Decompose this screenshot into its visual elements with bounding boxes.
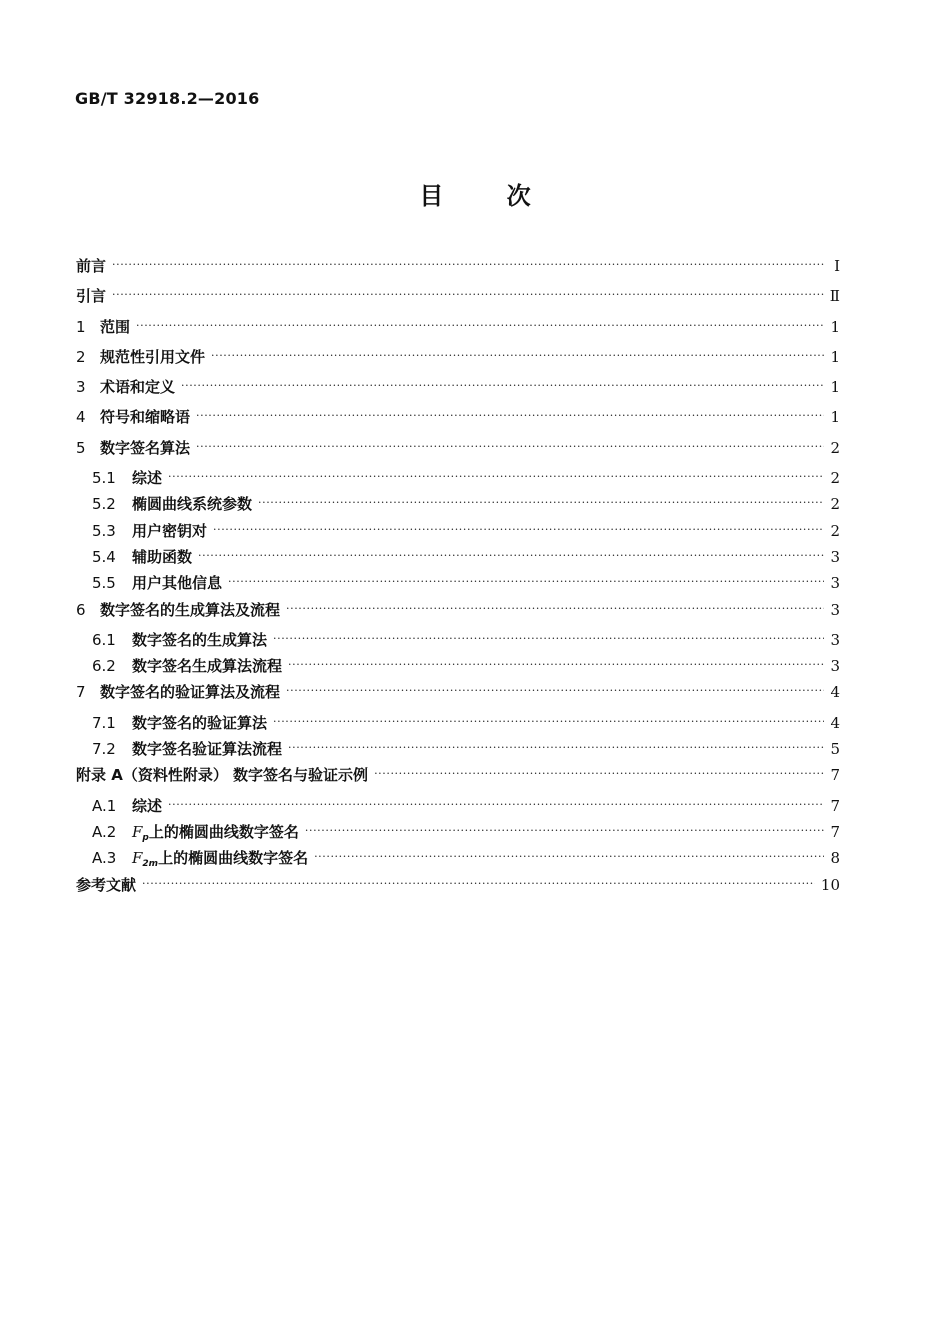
toc-entry-label: 附录 A（资料性附录） 数字签名与验证示例: [76, 766, 369, 785]
dot-leader: [286, 684, 824, 698]
toc-entry-label: 数字签名的验证算法: [132, 713, 268, 732]
toc-entry[interactable]: [76, 468, 840, 494]
table-of-contents: [76, 256, 840, 905]
dot-leader: [314, 850, 824, 864]
toc-entry-page: 1: [830, 378, 840, 397]
toc-entry-page: 3: [830, 574, 840, 593]
toc-entry-number: 6.2: [92, 657, 116, 676]
field-subscript: 2m: [142, 859, 159, 870]
toc-entry[interactable]: [76, 573, 840, 599]
toc-entry-number: 5: [76, 438, 86, 457]
toc-entry-number: 5.5: [92, 574, 116, 593]
toc-entry-label: 数字签名算法: [100, 438, 191, 457]
dot-leader: [136, 319, 824, 333]
toc-entry-page: 1: [830, 347, 840, 366]
toc-entry-page: 4: [830, 713, 840, 732]
toc-entry[interactable]: [76, 682, 840, 712]
toc-entry-number: 2: [76, 347, 86, 366]
toc-entry[interactable]: [76, 630, 840, 656]
toc-entry-label: [132, 848, 314, 874]
toc-entry-number: 5.1: [92, 469, 116, 488]
toc-entry-page: 3: [830, 657, 840, 676]
toc-entry-label: 数字签名的生成算法: [132, 630, 268, 649]
toc-entry-number: 5.4: [92, 547, 116, 566]
dot-leader: [288, 741, 824, 755]
toc-entry-label: 参考文献: [76, 875, 137, 894]
dot-leader: [286, 602, 824, 616]
field-symbol: F: [132, 822, 143, 841]
toc-entry-page: 2: [830, 469, 840, 488]
toc-entry-label-text: 上的椭圆曲线数字签名: [158, 849, 309, 868]
toc-entry-number: A.1: [92, 796, 117, 815]
toc-entry[interactable]: [76, 286, 840, 316]
dot-leader: [258, 496, 824, 510]
dot-leader: [228, 575, 824, 589]
toc-entry[interactable]: [76, 875, 840, 905]
dot-leader: [168, 798, 824, 812]
dot-leader: [196, 409, 824, 423]
dot-leader: [168, 470, 824, 484]
toc-entry-label: 综述: [132, 796, 163, 815]
toc-entry-number: 6: [76, 600, 86, 619]
toc-entry[interactable]: [76, 822, 840, 848]
dot-leader: [213, 523, 824, 537]
toc-entry[interactable]: [76, 317, 840, 347]
toc-entry-label: 用户密钥对: [132, 521, 208, 540]
dot-leader: [181, 379, 824, 393]
toc-entry-number: 6.1: [92, 630, 116, 649]
toc-entry[interactable]: [76, 407, 840, 437]
toc-entry-page: 2: [830, 521, 840, 540]
dot-leader: [305, 824, 824, 838]
toc-entry-page: 8: [830, 849, 840, 868]
dot-leader: [211, 349, 824, 363]
toc-entry-number: 4: [76, 408, 86, 427]
toc-entry-number: 5.3: [92, 521, 116, 540]
toc-entry-page: 7: [830, 796, 840, 815]
toc-entry[interactable]: [76, 521, 840, 547]
toc-entry[interactable]: [76, 848, 840, 874]
toc-entry-number: 3: [76, 378, 86, 397]
dot-leader: [273, 632, 824, 646]
toc-entry-label: 综述: [132, 469, 163, 488]
toc-entry-page: 2: [830, 438, 840, 457]
toc-entry[interactable]: [76, 377, 840, 407]
toc-entry[interactable]: [76, 438, 840, 468]
toc-entry-page: 2: [830, 495, 840, 514]
toc-entry-page: 3: [830, 600, 840, 619]
toc-entry-label: 数字签名生成算法流程: [132, 657, 283, 676]
toc-entry-label: 辅助函数: [132, 547, 193, 566]
dot-leader: [196, 440, 824, 454]
dot-leader: [288, 658, 824, 672]
toc-entry[interactable]: [76, 765, 840, 795]
toc-entry-label-text: 上的椭圆曲线数字签名: [148, 822, 299, 841]
toc-entry-page: Ⅰ: [834, 257, 840, 275]
toc-entry-label: 数字签名的验证算法及流程: [100, 683, 281, 702]
toc-entry-page: 5: [830, 740, 840, 759]
toc-entry-number: A.3: [92, 849, 117, 868]
toc-entry-page: Ⅱ: [829, 287, 840, 306]
toc-entry-label: 用户其他信息: [132, 574, 223, 593]
toc-entry-label: 数字签名验证算法流程: [132, 740, 283, 759]
toc-entry-number: 7.1: [92, 713, 116, 732]
toc-entry-label: 规范性引用文件: [100, 347, 206, 366]
dot-leader: [198, 549, 824, 563]
toc-entry-page: 7: [830, 766, 840, 785]
toc-entry-page: 1: [830, 408, 840, 427]
toc-entry[interactable]: [76, 494, 840, 520]
page-title: 目 次: [419, 182, 531, 210]
toc-entry[interactable]: [76, 347, 840, 377]
toc-entry-label: 前言: [76, 257, 107, 275]
toc-entry-label: 范围: [100, 317, 131, 336]
toc-entry-label: [132, 822, 305, 848]
dot-leader: [374, 767, 824, 781]
toc-entry-page: 4: [830, 683, 840, 702]
toc-entry-number: 7: [76, 683, 86, 702]
toc-entry-label: 数字签名的生成算法及流程: [100, 600, 281, 619]
toc-entry-page: 7: [830, 822, 840, 841]
toc-entry-page: 3: [830, 547, 840, 566]
toc-entry[interactable]: [76, 656, 840, 682]
toc-entry[interactable]: [76, 739, 840, 765]
dot-leader: [142, 877, 815, 891]
toc-entry-label: 符号和缩略语: [100, 408, 191, 427]
toc-entry-page: 1: [830, 317, 840, 336]
toc-entry-number: 5.2: [92, 495, 116, 514]
toc-entry[interactable]: [76, 713, 840, 739]
toc-entry-number: A.2: [92, 822, 117, 841]
toc-entry[interactable]: [76, 547, 840, 573]
toc-entry-number: 7.2: [92, 740, 116, 759]
toc-entry-label: 术语和定义: [100, 378, 176, 397]
toc-entry[interactable]: [76, 600, 840, 630]
toc-entry-label: 椭圆曲线系统参数: [132, 495, 253, 514]
toc-entry[interactable]: [76, 796, 840, 822]
toc-entry-page: 3: [830, 630, 840, 649]
toc-entry-page: 10: [820, 875, 840, 894]
dot-leader: [112, 288, 824, 302]
dot-leader: [112, 258, 824, 272]
toc-entry[interactable]: [76, 256, 840, 286]
toc-entry-label: 引言: [76, 287, 107, 306]
toc-entry-number: 1: [76, 317, 86, 336]
dot-leader: [273, 715, 824, 729]
field-symbol: F: [132, 849, 143, 868]
field-subscript: p: [142, 832, 149, 843]
standard-number: GB/T 32918.2—2016: [75, 89, 260, 108]
